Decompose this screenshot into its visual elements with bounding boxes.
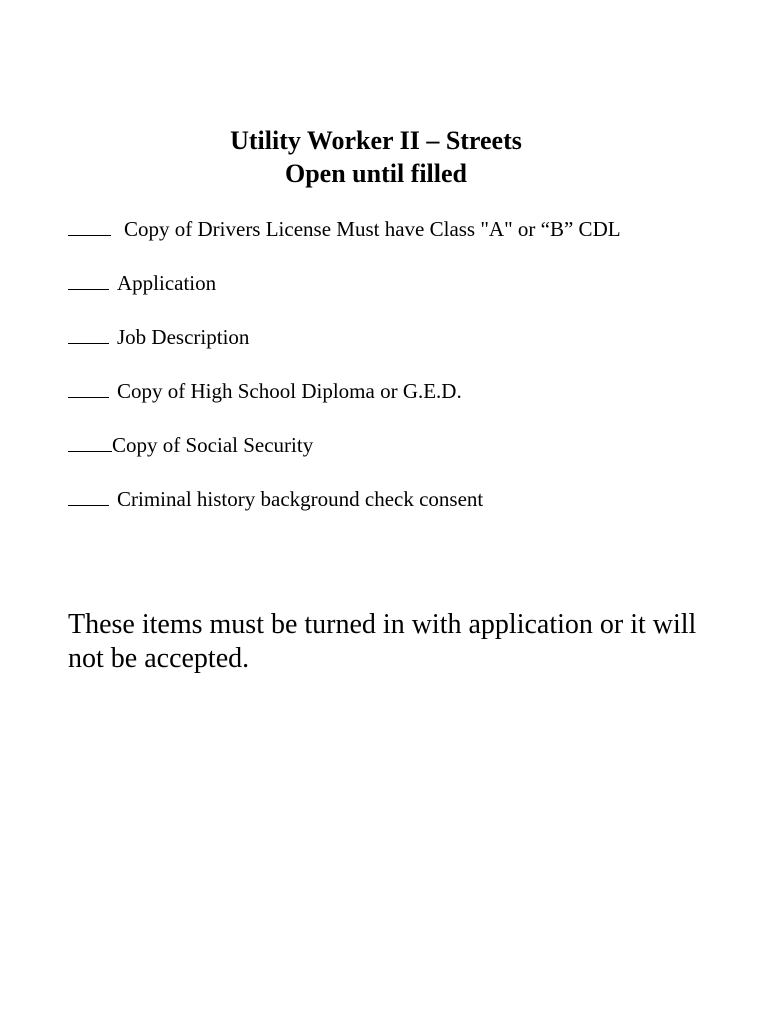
checklist-item-label: Application [117, 271, 217, 295]
checkoff-blank [68, 217, 111, 236]
checklist-item-diploma [68, 376, 708, 406]
checklist-item-label: Job Description [117, 325, 250, 349]
document-title: Utility Worker II – Streets [230, 126, 522, 155]
document-subtitle: Open until filled [284, 159, 468, 188]
checklist-item-social-security [68, 430, 708, 460]
checkoff-blank [68, 325, 109, 344]
checklist-item-job-description [68, 322, 708, 352]
submission-notice: These items must be turned in with application or it will not be accepted. [68, 609, 697, 674]
checklist-item-label: Copy of Social Security [112, 433, 314, 457]
checklist-item-application [68, 268, 708, 298]
title-block [0, 124, 752, 190]
checkoff-blank [68, 379, 109, 398]
checklist-item-background-check [68, 484, 708, 514]
checklist-item-label: Copy of Drivers License Must have Class "A" or “B” CDL [124, 217, 621, 241]
checklist-item-label: Copy of High School Diploma or G.E.D. [117, 379, 462, 403]
required-items-checklist [68, 214, 708, 514]
checklist-item-label: Criminal history background check consent [117, 487, 484, 511]
checklist-item-drivers-license [68, 214, 708, 244]
checkoff-blank [68, 487, 109, 506]
checkoff-blank [68, 271, 109, 290]
checkoff-blank [68, 433, 112, 452]
